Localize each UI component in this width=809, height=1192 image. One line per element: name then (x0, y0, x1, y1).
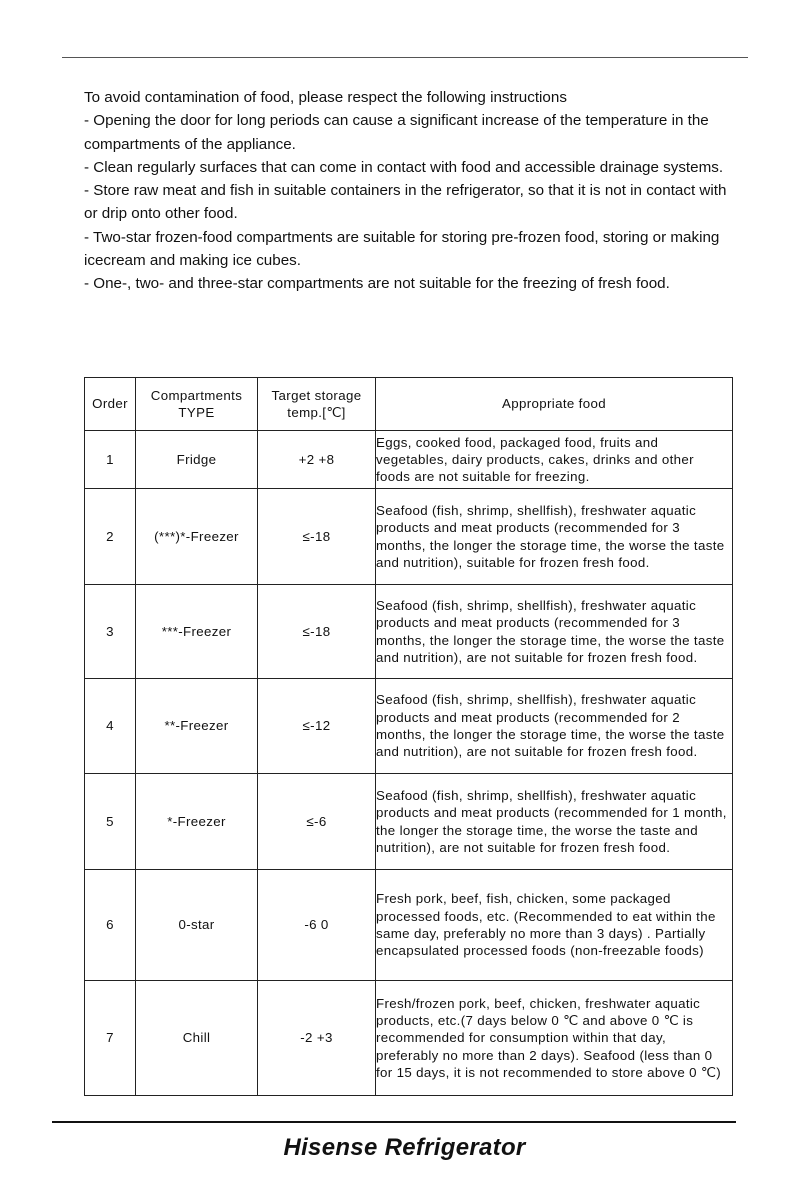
instruction-item: - Two-star frozen-food compartments are suitable for storing pre-frozen food, storing or making icecream and making ice cubes. (84, 228, 720, 270)
row-order: 2 (85, 489, 136, 585)
row-type: (***)*-Freezer (136, 489, 258, 585)
row-order: 1 (85, 431, 136, 489)
row-temp: ≤-18 (258, 489, 376, 585)
row-order: 5 (85, 774, 136, 870)
instruction-item: - Clean regularly surfaces that can come in contact with food and accessible drainage systems. (84, 158, 724, 176)
table-row (85, 585, 733, 679)
table-row (85, 981, 733, 1096)
table-row (85, 679, 733, 774)
row-type: 0-star (136, 870, 258, 981)
header-target-temp: Target storage temp.[℃] (258, 378, 376, 431)
brand-logo: Hisense Refrigerator (283, 1134, 526, 1161)
row-type: Fridge (136, 431, 258, 489)
row-temp: +2 +8 (258, 431, 376, 489)
row-food: Seafood (fish, shrimp, shellfish), freshwater aquatic products and meat products (recommended for 3 months, the longer the storage time, the worse the taste and nutrition), are not suitable for frozen fresh food. (376, 585, 733, 679)
header-rule (62, 57, 748, 58)
header-appropriate-food: Appropriate food (376, 378, 733, 431)
row-order: 4 (85, 679, 136, 774)
row-food: Seafood (fish, shrimp, shellfish), freshwater aquatic products and meat products (recommended for 2 months, the longer the storage time, the worse the taste and nutrition), are not suitable for frozen fresh food. (376, 679, 733, 774)
row-food: Fresh pork, beef, fish, chicken, some packaged processed foods, etc. (Recommended to eat within the same day, preferably no more than 3 days) . Partially encapsulated processed foods (non-freezable foods) (376, 870, 733, 981)
row-type: *-Freezer (136, 774, 258, 870)
row-type: Chill (136, 981, 258, 1096)
row-food: Fresh/frozen pork, beef, chicken, freshwater aquatic products, etc.(7 days below 0 ℃ and above 0 ℃ is recommended for consumption within that day, preferably no more than 2 days). Seafood (less than 0 for 15 days, it is not recommended to store above 0 ℃) (376, 981, 733, 1096)
table-row (85, 489, 733, 585)
instruction-item: - Opening the door for long periods can cause a significant increase of the temperature in the compartments of the appliance. (84, 112, 709, 153)
row-order: 7 (85, 981, 136, 1096)
row-temp: ≤-18 (258, 585, 376, 679)
table-row (85, 870, 733, 981)
footer-rule (52, 1121, 736, 1123)
row-temp: ≤-12 (258, 679, 376, 774)
row-food: Seafood (fish, shrimp, shellfish), freshwater aquatic products and meat products (recommended for 1 month, the longer the storage time, the worse the taste and nutrition), are not suitable for frozen fresh food. (376, 774, 733, 870)
row-food: Seafood (fish, shrimp, shellfish), freshwater aquatic products and meat products (recommended for 3 months, the longer the storage time, the worse the taste and nutrition), suitable for frozen fresh food. (376, 489, 733, 585)
row-type: ***-Freezer (136, 585, 258, 679)
instructions (84, 86, 744, 296)
row-temp: -2 +3 (258, 981, 376, 1096)
row-order: 3 (85, 585, 136, 679)
row-temp: ≤-6 (258, 774, 376, 870)
row-temp: -6 0 (258, 870, 376, 981)
table-header-row (85, 378, 733, 431)
header-order: Order (85, 378, 136, 431)
instruction-item: - One-, two- and three-star compartments are not suitable for the freezing of fresh food. (84, 275, 670, 293)
header-compartment-type: Compartments TYPE (136, 378, 258, 431)
instruction-item: - Store raw meat and fish in suitable containers in the refrigerator, so that it is not in contact with or drip onto other food. (84, 182, 727, 223)
row-order: 6 (85, 870, 136, 981)
row-type: **-Freezer (136, 679, 258, 774)
instructions-heading: To avoid contamination of food, please respect the following instructions (84, 89, 567, 106)
table-row (85, 431, 733, 489)
table-row (85, 774, 733, 870)
row-food: Eggs, cooked food, packaged food, fruits and vegetables, dairy products, cakes, drinks and other foods are not suitable for freezing. (376, 431, 733, 489)
storage-table (84, 377, 733, 1096)
